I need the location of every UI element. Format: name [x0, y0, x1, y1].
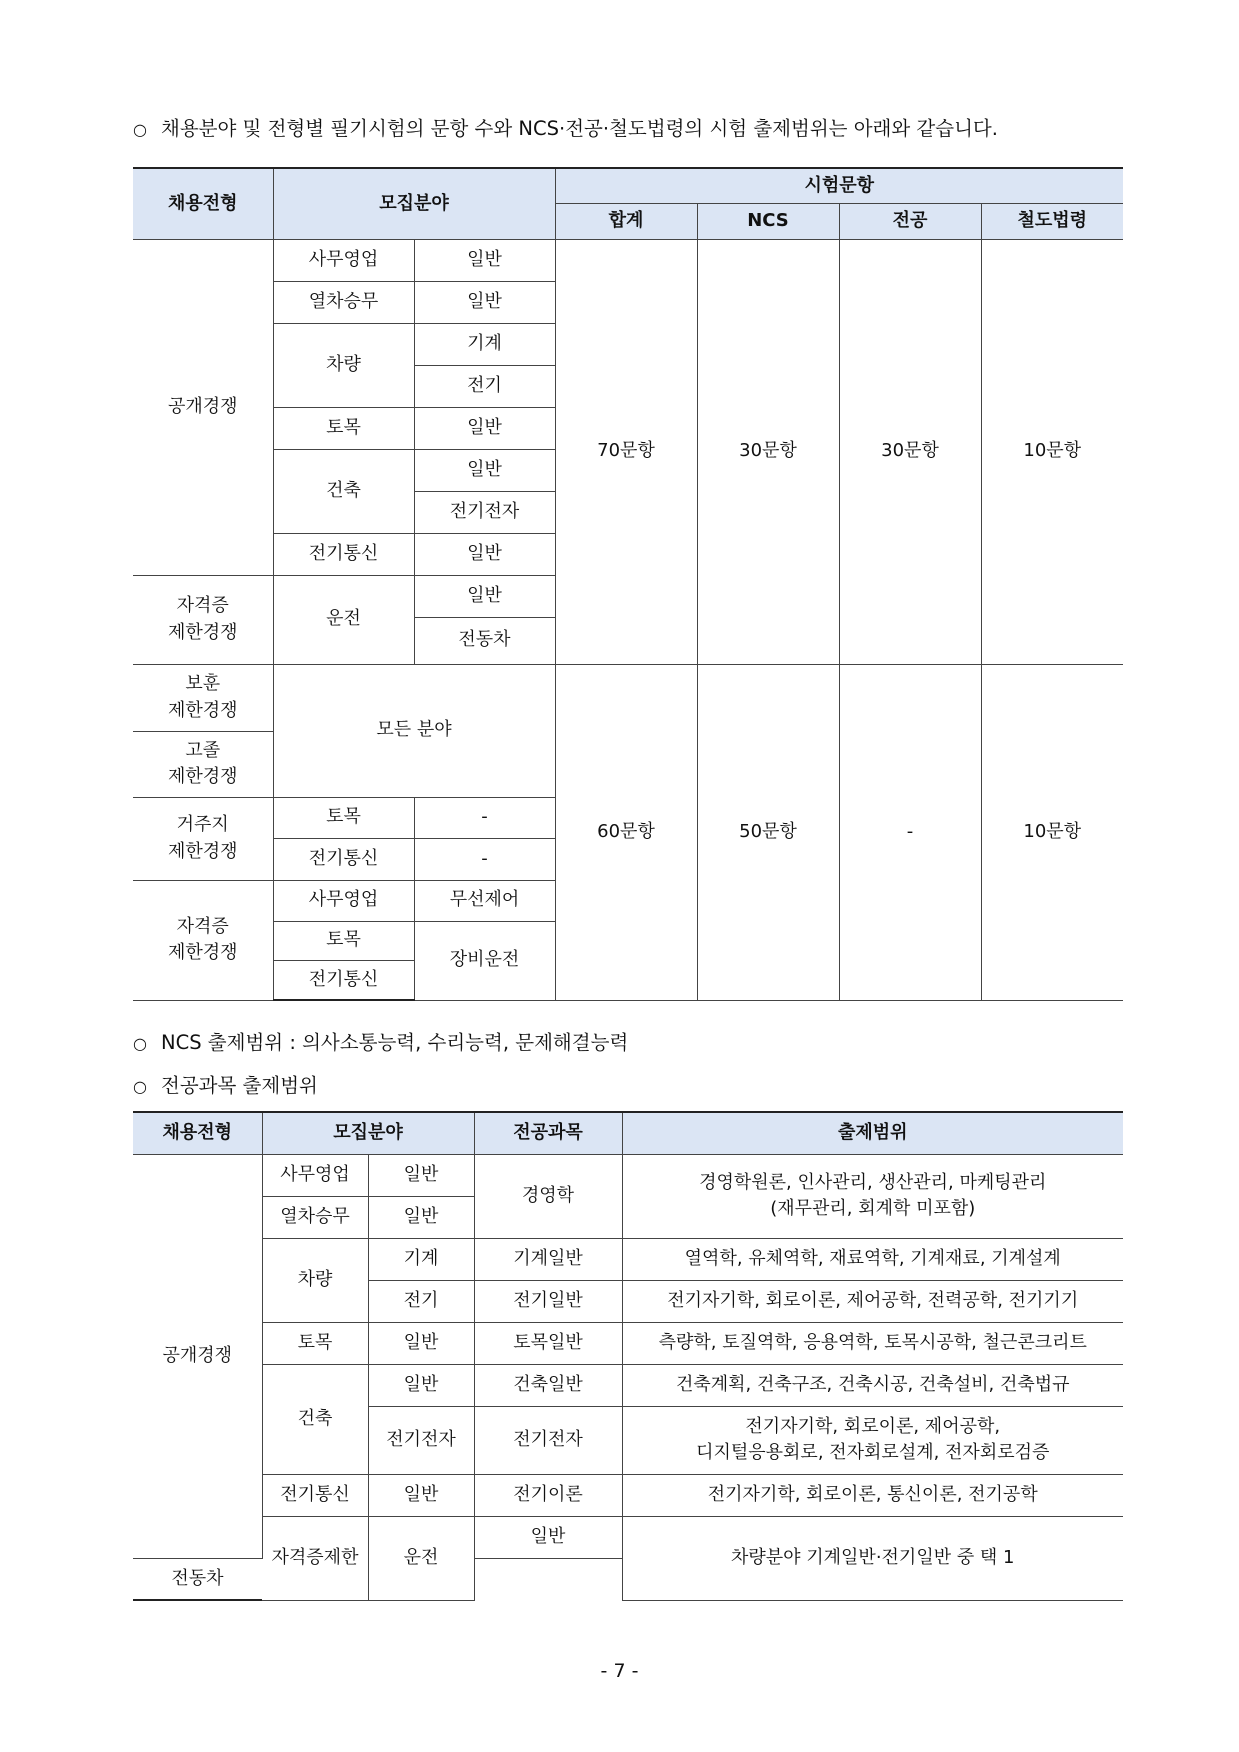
type-open: 공개경쟁: [133, 1154, 262, 1558]
header-field: 모집분야: [262, 1112, 474, 1154]
scope-mech: 열역학, 유체역학, 재료역학, 기계재료, 기계설계: [622, 1238, 1123, 1280]
field-telecom: 전기통신: [273, 533, 414, 575]
sub-general: 일반: [414, 449, 555, 491]
header-law: 철도법령: [981, 203, 1123, 239]
subject-arch: 건축일반: [474, 1364, 622, 1406]
sub-radio: 무선제어: [414, 880, 555, 921]
type-open: 공개경쟁: [133, 239, 273, 575]
subject-telecom: 전기이론: [474, 1474, 622, 1516]
field-vehicle: 차량: [262, 1238, 368, 1322]
sub-general: 일반: [414, 575, 555, 617]
subject-elecelec: 전기전자: [474, 1406, 622, 1474]
sub-dash: -: [414, 838, 555, 880]
sub-general: 일반: [414, 239, 555, 281]
header-ncs: NCS: [697, 203, 839, 239]
scope-arch: 건축계획, 건축구조, 건축시공, 건축설비, 건축법규: [622, 1364, 1123, 1406]
group2-law: 10문항: [981, 664, 1123, 1000]
intro-line-2: ○ NCS 출제범위 : 의사소통능력, 수리능력, 문제해결능력: [133, 1031, 629, 1054]
field-arch: 건축: [262, 1364, 368, 1474]
sub-elec: 전기: [414, 365, 555, 407]
sub-general: 일반: [368, 1196, 474, 1238]
field-telecom: 전기통신: [262, 1474, 368, 1516]
sub-elec: 전기: [368, 1280, 474, 1322]
page-number: - 7 -: [600, 1660, 639, 1682]
field-vehicle: 차량: [273, 323, 414, 407]
field-drive: 운전: [273, 575, 414, 664]
scope-civil: 측량학, 토질역학, 응용역학, 토목시공학, 철근콘크리트: [622, 1322, 1123, 1364]
group2-total: 60문항: [555, 664, 697, 1000]
sub-general: 일반: [474, 1516, 622, 1558]
scope-business: 경영학원론, 인사관리, 생산관리, 마케팅관리 (재무관리, 회계학 미포함): [622, 1154, 1123, 1238]
bullet-icon: ○: [133, 120, 147, 139]
group2-ncs: 50문항: [697, 664, 839, 1000]
type-veteran: 보훈 제한경쟁: [133, 664, 273, 731]
group1-total: 70문항: [555, 239, 697, 664]
group1-law: 10문항: [981, 239, 1123, 664]
type-highschool: 고졸 제한경쟁: [133, 731, 273, 797]
scope-elecelec: 전기자기학, 회로이론, 제어공학, 디지털응용회로, 전자회로설계, 전자회로검증: [622, 1406, 1123, 1474]
field-arch: 건축: [273, 449, 414, 533]
sub-dash: -: [414, 797, 555, 838]
type-license: 자격증제한: [262, 1516, 368, 1600]
bullet-icon: ○: [133, 1034, 147, 1053]
field-civil: 토목: [273, 797, 414, 838]
header-exam: 시험문항: [555, 168, 1123, 203]
sub-general: 일반: [414, 281, 555, 323]
type-residence: 거주지 제한경쟁: [133, 797, 273, 880]
field-civil: 토목: [262, 1322, 368, 1364]
subject-elec: 전기일반: [474, 1280, 622, 1322]
sub-equip: 장비운전: [414, 921, 555, 1000]
field-office: 사무영업: [273, 880, 414, 921]
sub-general: 일반: [414, 533, 555, 575]
header-type: 채용전형: [133, 1112, 262, 1154]
field-office: 사무영업: [262, 1154, 368, 1196]
sub-general: 일반: [368, 1364, 474, 1406]
scope-elec: 전기자기학, 회로이론, 제어공학, 전력공학, 전기기기: [622, 1280, 1123, 1322]
bullet-icon: ○: [133, 1077, 147, 1096]
sub-elecelec: 전기전자: [368, 1406, 474, 1474]
header-total: 합계: [555, 203, 697, 239]
exam-items-table: [133, 167, 1123, 1001]
sub-general: 일반: [414, 407, 555, 449]
subject-business: 경영학: [474, 1154, 622, 1238]
header-major: 전공: [839, 203, 981, 239]
field-civil: 토목: [273, 407, 414, 449]
sub-mech: 기계: [368, 1238, 474, 1280]
group1-ncs: 30문항: [697, 239, 839, 664]
type-license2: 자격증 제한경쟁: [133, 880, 273, 1000]
type-license: 자격증 제한경쟁: [133, 575, 273, 664]
sub-mech: 기계: [414, 323, 555, 365]
header-subject: 전공과목: [474, 1112, 622, 1154]
scope-drive: 차량분야 기계일반·전기일반 중 택 1: [622, 1516, 1123, 1600]
intro-line-3: ○ 전공과목 출제범위: [133, 1074, 318, 1097]
field-office: 사무영업: [273, 239, 414, 281]
field-drive: 운전: [368, 1516, 474, 1600]
subject-mech: 기계일반: [474, 1238, 622, 1280]
sub-general: 일반: [368, 1154, 474, 1196]
header-scope: 출제범위: [622, 1112, 1123, 1154]
field-train: 열차승무: [262, 1196, 368, 1238]
sub-ev: 전동차: [414, 617, 555, 664]
sub-general: 일반: [368, 1322, 474, 1364]
scope-telecom: 전기자기학, 회로이론, 통신이론, 전기공학: [622, 1474, 1123, 1516]
field-telecom: 전기통신: [273, 838, 414, 880]
sub-ev: 전동차: [133, 1558, 262, 1600]
group1-major: 30문항: [839, 239, 981, 664]
major-scope-table: [133, 1111, 1123, 1601]
field-civil: 토목: [273, 921, 414, 960]
sub-general: 일반: [368, 1474, 474, 1516]
header-field: 모집분야: [273, 168, 555, 239]
sub-elecelec: 전기전자: [414, 491, 555, 533]
field-train: 열차승무: [273, 281, 414, 323]
subject-civil: 토목일반: [474, 1322, 622, 1364]
intro-line-1: ○ 채용분야 및 전형별 필기시험의 문항 수와 NCS·전공·철도법령의 시험 출제범위는 아래와 같습니다.: [133, 117, 998, 140]
header-type: 채용전형: [133, 168, 273, 239]
group2-major: -: [839, 664, 981, 1000]
field-all: 모든 분야: [273, 664, 555, 797]
field-telecom: 전기통신: [273, 960, 414, 1000]
